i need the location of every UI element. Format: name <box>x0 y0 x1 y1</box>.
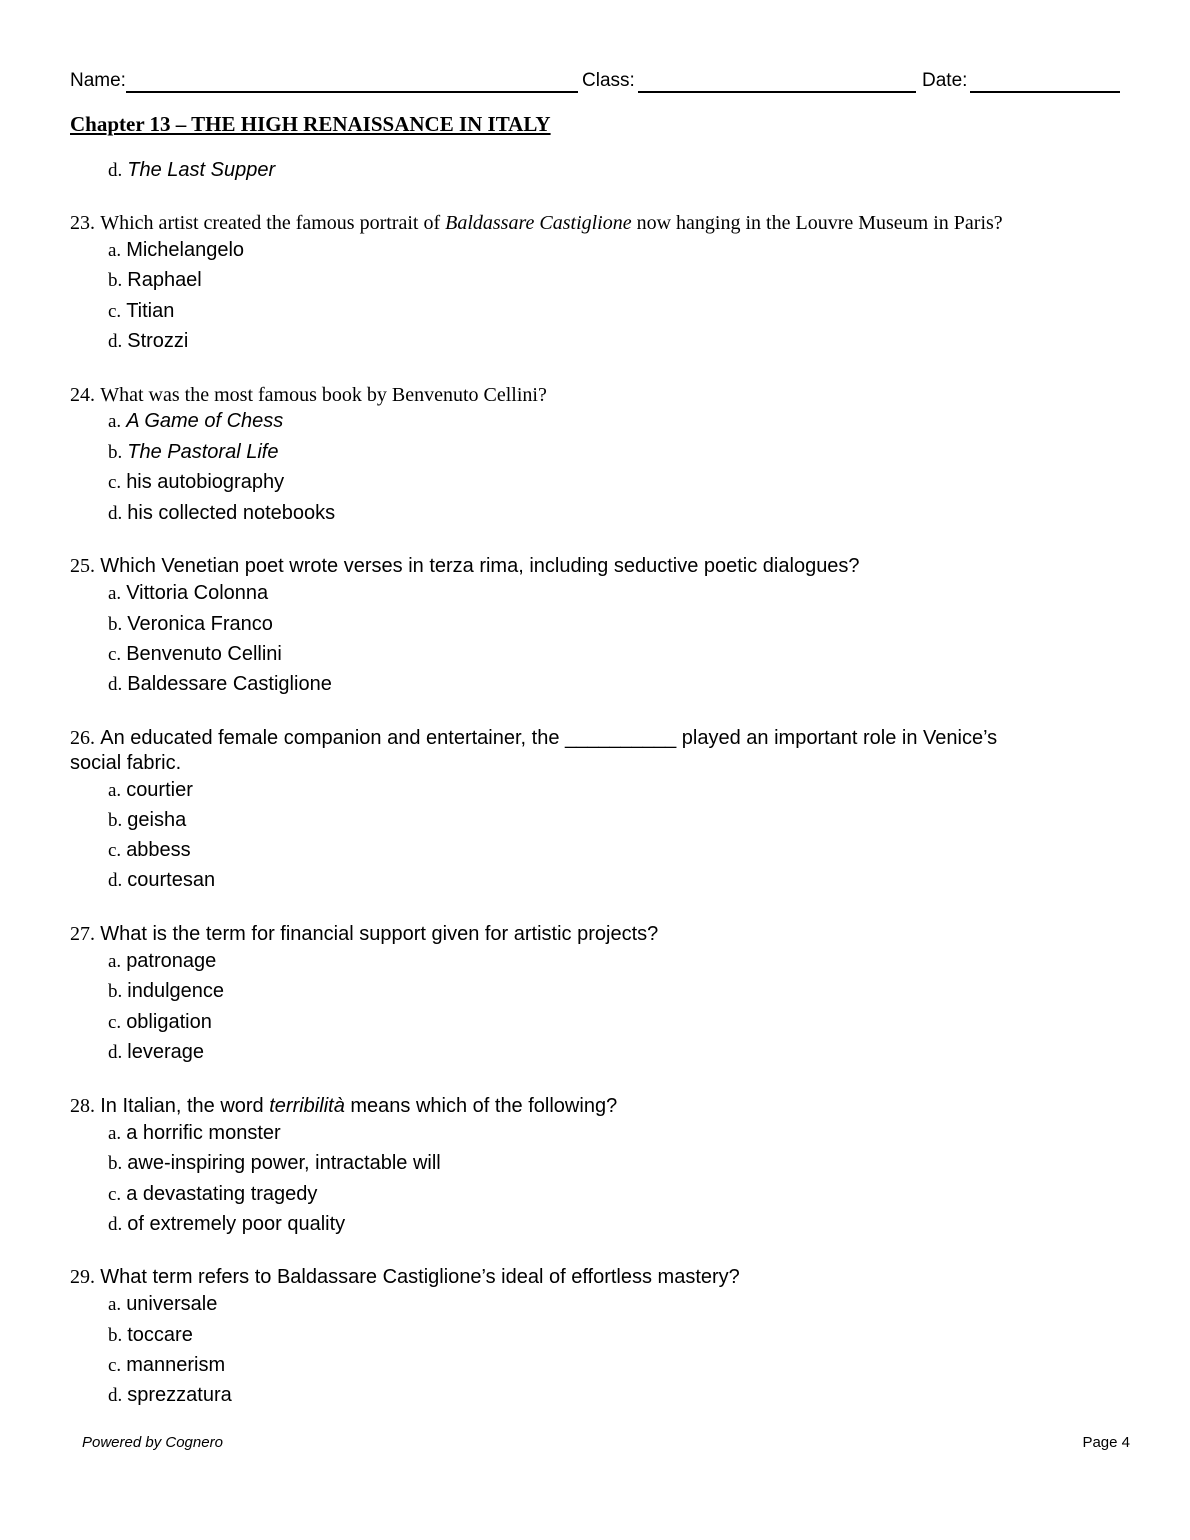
option-item <box>108 329 188 354</box>
option-text: Strozzi <box>127 330 189 352</box>
option-letter: b. <box>108 1153 123 1174</box>
option-letter: c. <box>108 1355 122 1376</box>
option-text: a devastating tragedy <box>126 1183 318 1205</box>
option-text: universale <box>126 1293 218 1315</box>
class-field-line[interactable] <box>638 91 916 93</box>
question-number: 25. <box>70 555 95 577</box>
option-letter: a. <box>108 240 122 261</box>
option-letter: c. <box>108 1012 122 1033</box>
option-letter: b. <box>108 614 123 635</box>
option-text: Michelangelo <box>126 239 245 261</box>
question-26-continuation <box>70 750 181 775</box>
option-item <box>108 672 332 697</box>
question-text: means which of the following? <box>344 1095 618 1117</box>
option-text: The Pastoral Life <box>127 441 279 463</box>
question-23 <box>70 210 1003 235</box>
option-text: indulgence <box>127 980 224 1002</box>
option-item <box>108 501 335 526</box>
question-text: now hanging in the Louvre Museum in Paris? <box>631 212 1003 234</box>
question-28 <box>70 1093 617 1118</box>
question-number: 24. <box>70 384 95 406</box>
name-label: Name: <box>70 70 126 91</box>
option-item <box>108 868 215 893</box>
option-text: courtier <box>126 779 193 801</box>
option-text: geisha <box>127 809 187 831</box>
option-item <box>108 470 284 495</box>
option-letter: b. <box>108 442 123 463</box>
option-text: Titian <box>126 300 175 322</box>
question-text: Which artist created the famous portrait of <box>100 212 446 234</box>
option-letter: a. <box>108 780 122 801</box>
option-letter: d. <box>108 1214 123 1235</box>
option-text: Baldessare Castiglione <box>127 673 332 695</box>
question-text: What is the term for financial support given for artistic projects? <box>100 923 659 945</box>
option-letter: a. <box>108 951 122 972</box>
option-text: Raphael <box>127 269 202 291</box>
option-item <box>108 268 202 293</box>
option-text: patronage <box>126 950 217 972</box>
option-letter: d. <box>108 1042 123 1063</box>
question-text-italic: terribilità <box>269 1095 345 1117</box>
option-text: obligation <box>126 1011 212 1033</box>
option-text: of extremely poor quality <box>127 1213 346 1235</box>
chapter-title: Chapter 13 – THE HIGH RENAISSANCE IN ITALY <box>70 112 551 136</box>
option-item <box>108 158 275 183</box>
question-text: In Italian, the word <box>100 1095 270 1117</box>
option-letter: d. <box>108 674 123 695</box>
date-label: Date: <box>922 70 968 91</box>
option-text: toccare <box>127 1324 193 1346</box>
question-number: 26. <box>70 727 95 749</box>
option-item <box>108 1212 345 1237</box>
option-item <box>108 949 216 974</box>
worksheet-header <box>70 70 1120 96</box>
option-text: a horrific monster <box>126 1122 281 1144</box>
option-item <box>108 838 191 863</box>
option-letter: b. <box>108 810 123 831</box>
footer-page-number: Page 4 <box>1082 1434 1130 1451</box>
question-text: social fabric. <box>70 752 182 774</box>
question-number: 23. <box>70 212 95 234</box>
option-letter: b. <box>108 981 123 1002</box>
question-26 <box>70 725 997 750</box>
option-item <box>108 1010 212 1035</box>
option-text: Benvenuto Cellini <box>126 643 282 665</box>
option-text: his autobiography <box>126 471 285 493</box>
option-text: A Game of Chess <box>126 410 284 432</box>
option-item <box>108 1292 217 1317</box>
option-text: courtesan <box>127 869 216 891</box>
question-27 <box>70 921 658 946</box>
option-text: awe-inspiring power, intractable will <box>127 1152 441 1174</box>
question-number: 27. <box>70 923 95 945</box>
option-item <box>108 440 278 465</box>
option-item <box>108 979 224 1004</box>
option-text: The Last Supper <box>127 159 276 181</box>
question-text-italic: Baldassare Castiglione <box>445 212 632 234</box>
option-item <box>108 778 193 803</box>
option-item <box>108 581 268 606</box>
question-number: 28. <box>70 1095 95 1117</box>
option-text: leverage <box>127 1041 204 1063</box>
option-letter: a. <box>108 1123 122 1144</box>
option-letter: c. <box>108 644 122 665</box>
question-25 <box>70 553 860 578</box>
option-letter: b. <box>108 270 123 291</box>
option-text: Veronica Franco <box>127 613 273 635</box>
option-item <box>108 642 282 667</box>
option-item <box>108 612 273 637</box>
option-text: Vittoria Colonna <box>126 582 269 604</box>
question-number: 29. <box>70 1266 95 1288</box>
option-letter: b. <box>108 1325 123 1346</box>
option-letter: d. <box>108 870 123 891</box>
option-item <box>108 808 186 833</box>
question-text: An educated female companion and entertainer, the __________ played an important role in Venice’s <box>100 727 998 749</box>
option-text: mannerism <box>126 1354 226 1376</box>
option-text: sprezzatura <box>127 1384 232 1406</box>
option-item <box>108 1121 281 1146</box>
question-text: What term refers to Baldassare Castiglione’s ideal of effortless mastery? <box>100 1266 740 1288</box>
option-letter: a. <box>108 411 122 432</box>
option-letter: a. <box>108 583 122 604</box>
option-letter: d. <box>108 503 123 524</box>
option-letter: c. <box>108 472 122 493</box>
option-item <box>108 238 244 263</box>
option-letter: d. <box>108 160 123 181</box>
question-29 <box>70 1264 740 1289</box>
option-item <box>108 1151 441 1176</box>
option-item <box>108 299 174 324</box>
option-letter: d. <box>108 1385 123 1406</box>
footer-powered-by: Powered by Cognero <box>82 1434 223 1451</box>
question-text: Which Venetian poet wrote verses in terza rima, including seductive poetic dialogues? <box>100 555 860 577</box>
option-item <box>108 1323 193 1348</box>
option-item <box>108 1353 225 1378</box>
question-text: What was the most famous book by Benvenuto Cellini? <box>100 384 547 406</box>
option-letter: c. <box>108 1184 122 1205</box>
option-text: his collected notebooks <box>127 502 336 524</box>
option-letter: d. <box>108 331 123 352</box>
option-letter: a. <box>108 1294 122 1315</box>
name-field-line[interactable] <box>126 91 578 93</box>
option-letter: c. <box>108 301 122 322</box>
option-item <box>108 1040 204 1065</box>
option-text: abbess <box>126 839 191 861</box>
date-field-line[interactable] <box>970 91 1120 93</box>
option-item <box>108 1383 232 1408</box>
class-label: Class: <box>582 70 635 91</box>
option-item <box>108 409 283 434</box>
option-item <box>108 1182 317 1207</box>
question-24 <box>70 382 547 407</box>
option-letter: c. <box>108 840 122 861</box>
